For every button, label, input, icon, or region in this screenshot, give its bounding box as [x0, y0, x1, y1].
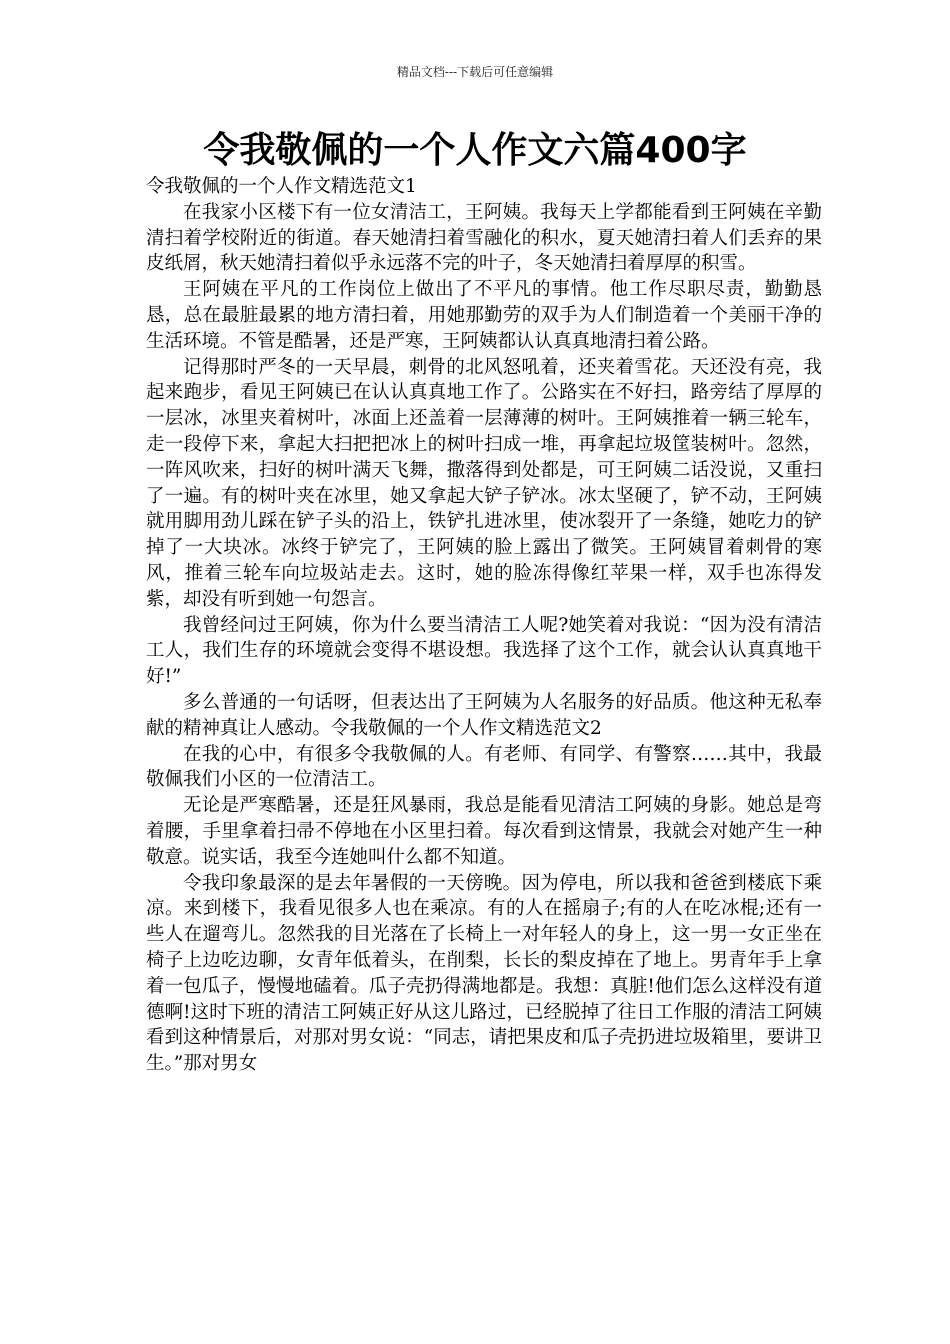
paragraph: 我曾经问过王阿姨，你为什么要当清洁工人呢?她笑着对我说：“因为没有清洁工人，我们生存的环境就会变得不堪设想。我选择了这个工作，就会认认真真地干好!”	[146, 614, 822, 688]
document-title: 令我敬佩的一个人作文六篇400字	[203, 130, 747, 171]
document-body	[146, 174, 822, 1077]
paragraph: 多么普通的一句话呀，但表达出了王阿姨为人名服务的好品质。他这种无私奉献的精神真让人感动。令我敬佩的一个人作文精选范文2	[146, 691, 822, 739]
paragraph: 无论是严寒酷暑，还是狂风暴雨，我总是能看见清洁工阿姨的身影。她总是弯着腰，手里拿着扫帚不停地在小区里扫着。每次看到这情景，我就会对她产生一种敬意。说实话，我至今连她叫什么都不知道。	[146, 795, 822, 868]
section-heading: 令我敬佩的一个人作文精选范文1	[146, 176, 417, 197]
paragraph: 在我的心中，有很多令我敬佩的人。有老师、有同学、有警察……其中，我最敬佩我们小区的一位清洁工。	[146, 743, 822, 791]
paragraph: 记得那时严冬的一天早晨，刺骨的北风怒吼着，还夹着雪花。天还没有亮，我起来跑步，看见王阿姨已在认认真真地工作了。公路实在不好扫，路旁结了厚厚的一层冰，冰里夹着树叶，冰面上还盖着一层薄薄的树叶。王阿姨推着一辆三轮车，走一段停下来，拿起大扫把把冰上的树叶扫成一堆，再拿起垃圾筐装树叶。忽然，一阵风吹来，扫好的树叶满天飞舞，撒落得到处都是，可王阿姨二话没说，又重扫了一遍。有的树叶夹在冰里，她又拿起大铲子铲冰。冰太坚硬了，铲不动，王阿姨就用脚用劲儿踩在铲子头的沿上，铁铲扎进冰里，使冰裂开了一条缝，她吃力的铲掉了一大块冰。冰终于铲完了，王阿姨的脸上露出了微笑。王阿姨冒着刺骨的寒风，推着三轮车向垃圾站走去。这时，她的脸冻得像红苹果一样，双手也冻得发紫，却没有听到她一句怨言。	[146, 356, 822, 610]
paragraph: 在我家小区楼下有一位女清洁工，王阿姨。我每天上学都能看到王阿姨在辛勤清扫着学校附近的街道。春天她清扫着雪融化的积水，夏天她清扫着人们丢弃的果皮纸屑，秋天她清扫着似乎永远落不完的叶子，冬天她清扫着厚厚的积雪。	[146, 201, 822, 275]
paragraph: 令我印象最深的是去年暑假的一天傍晚。因为停电，所以我和爸爸到楼底下乘凉。来到楼下，我看见很多人也在乘凉。有的人在摇扇子;有的人在吃冰棍;还有一些人在遛弯儿。忽然我的目光落在了长椅上一对年轻人的身上，这一男一女正坐在椅子上边吃边聊，女青年低着头，在削梨，长长的梨皮掉在了地上。男青年手上拿着一包瓜子，慢慢地磕着。瓜子壳扔得满地都是。我想：真脏!他们怎么这样没有道德啊!这时下班的清洁工阿姨正好从这儿路过，已经脱掉了往日工作服的清洁工阿姨看到这种情景后，对那对男女说：“同志，请把果皮和瓜子壳扔进垃圾箱里，要讲卫生。”那对男女	[146, 872, 822, 1075]
page-header: 精品文档---下载后可任意编辑	[396, 65, 554, 79]
paragraph: 王阿姨在平凡的工作岗位上做出了不平凡的事情。他工作尽职尽责，勤勤恳恳，总在最脏最累的地方清扫着，用她那勤劳的双手为人们制造着一个美丽干净的生活环境。不管是酷暑，还是严寒，王阿姨都认认真真地清扫着公路。	[146, 279, 822, 352]
